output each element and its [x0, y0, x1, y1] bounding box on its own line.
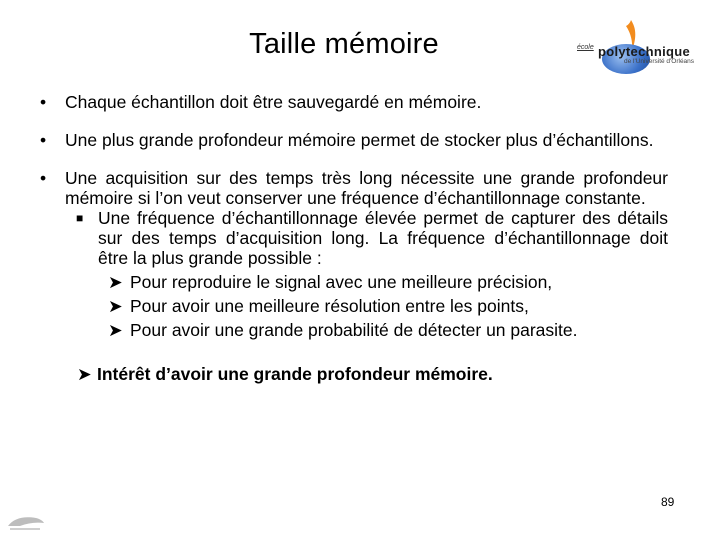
arrow-icon: ➤ — [108, 320, 123, 340]
sub-bullet-item — [40, 208, 668, 268]
logo-ecole-text: école — [577, 44, 594, 51]
slide-body — [40, 92, 668, 384]
square-bullet-icon: ■ — [76, 211, 84, 225]
arrow-text: Pour avoir une grande probabilité de détecter un parasite. — [130, 320, 578, 340]
conclusion — [40, 364, 668, 384]
slide-title: Taille mémoire — [249, 28, 439, 60]
bullet-text: Une plus grande profondeur mémoire permet de stocker plus d’échantillons. — [65, 130, 654, 150]
footer-logo-icon — [6, 512, 46, 532]
arrow-item — [40, 320, 668, 340]
conclusion-text: Intérêt d’avoir une grande profondeur mémoire. — [97, 364, 493, 384]
page-number: 89 — [661, 495, 675, 509]
arrow-item — [40, 296, 668, 316]
arrow-icon: ➤ — [77, 364, 92, 384]
bullet-item — [40, 168, 668, 208]
arrow-text: Pour avoir une meilleure résolution entre les points, — [130, 296, 529, 316]
sub-bullet-text: Une fréquence d’échantillonnage élevée permet de capturer des détails sur des temps d’acquisition long. La fréquence d’échantillonnage doit être la plus grande possible : — [98, 208, 668, 268]
logo-subtitle: de l'Université d'Orléans — [624, 58, 695, 65]
arrow-item — [40, 272, 668, 292]
arrow-icon: ➤ — [108, 272, 123, 292]
bullet-dot-icon: • — [40, 130, 47, 150]
bullet-item — [40, 130, 668, 150]
logo-name: polytechnique — [598, 44, 691, 59]
bullet-dot-icon: • — [40, 92, 47, 112]
bullet-text: Chaque échantillon doit être sauvegardé en mémoire. — [65, 92, 482, 112]
bullet-text: Une acquisition sur des temps très long nécessite une grande profondeur mémoire si l’on veut conserver une fréquence d’échantillonnage constante. — [65, 168, 668, 208]
bullet-item — [40, 92, 668, 112]
polytechnique-logo — [572, 18, 695, 74]
bullet-dot-icon: • — [40, 168, 47, 188]
arrow-text: Pour reproduire le signal avec une meilleure précision, — [130, 272, 553, 292]
arrow-icon: ➤ — [108, 296, 123, 316]
